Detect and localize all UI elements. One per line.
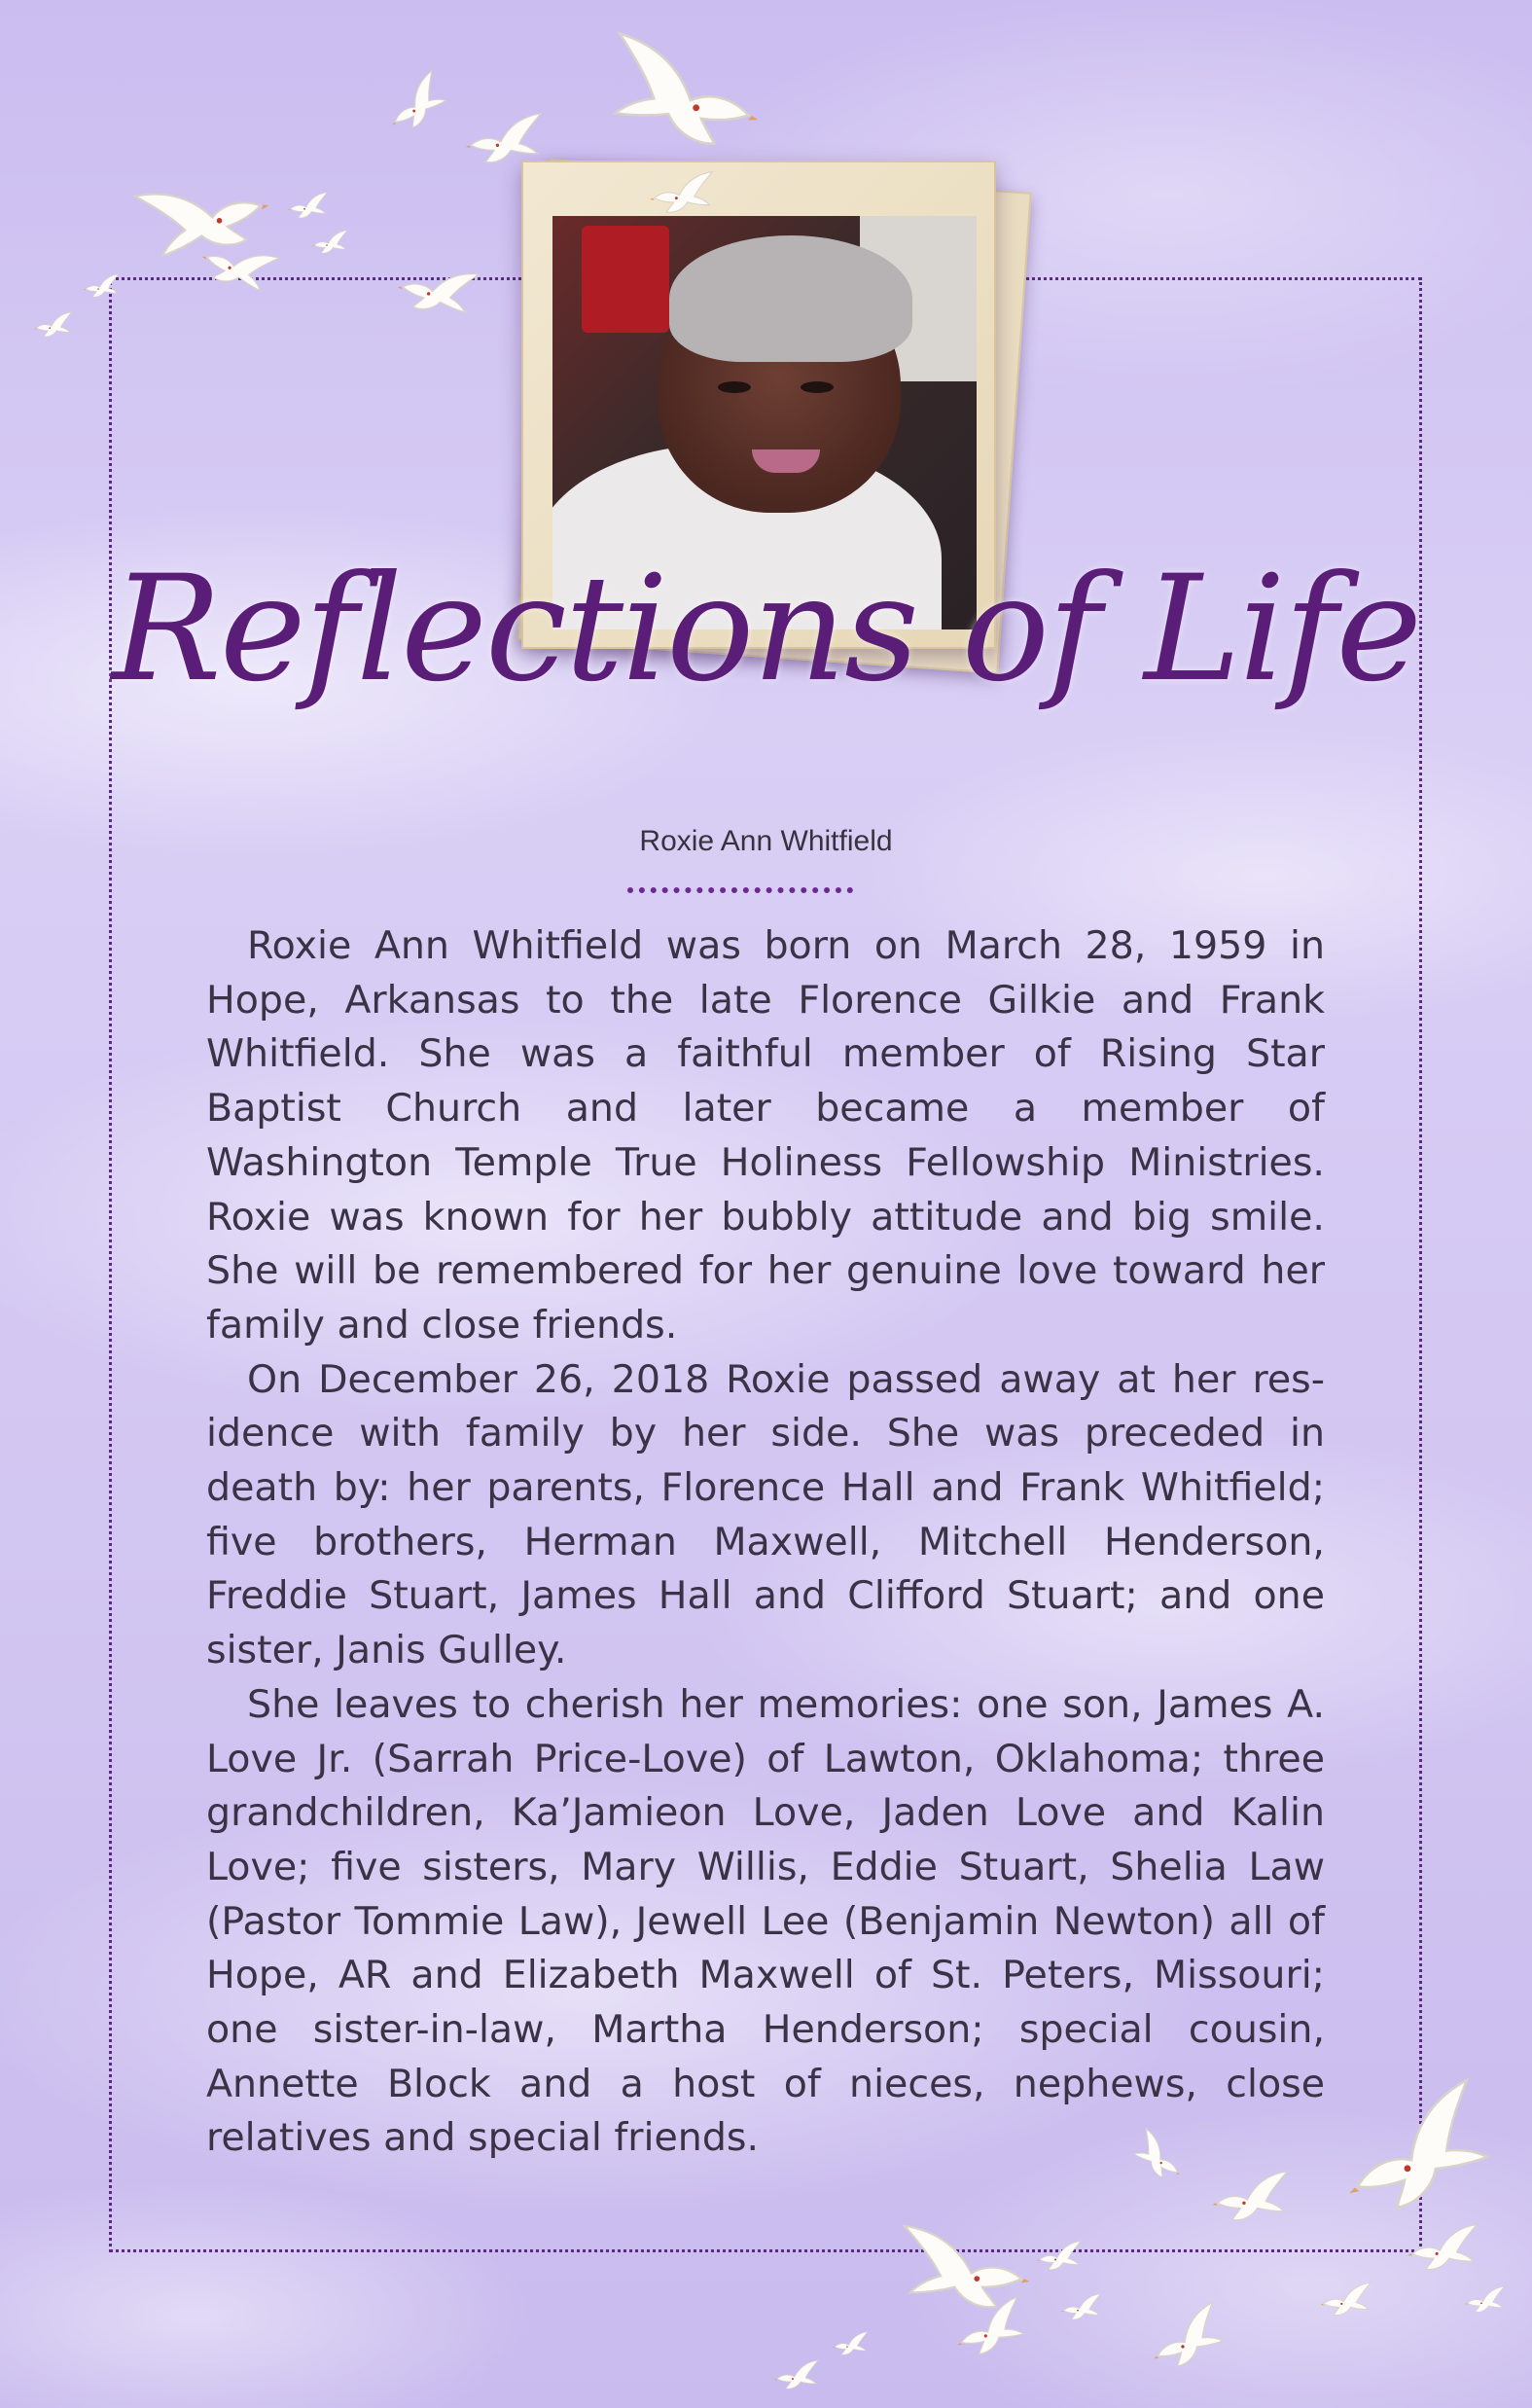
dove-icon	[590, 28, 770, 166]
obituary-paragraph-2: On December 26, 2018 Roxie passed away at her res-idence with family by her side. She was preceded in death by: her parents, Florence Hall and Frank Whitfield; five brothers, Herman Maxwell, Mitchell Henderson, Freddie Stuart, James Hall and Clifford Stuart; and one sister, Janis Gulley.	[206, 1356, 1325, 1673]
dove-icon	[1140, 2298, 1237, 2381]
dove-icon	[287, 190, 331, 224]
dove-icon	[1464, 2282, 1508, 2320]
dove-icon	[832, 2330, 871, 2359]
dove-icon	[1206, 2170, 1299, 2228]
page-title: Reflections of Life	[111, 545, 1421, 714]
dove-icon	[1060, 2291, 1104, 2325]
dove-icon	[1313, 2282, 1381, 2320]
obituary-paragraph-3: She leaves to cherish her memories: one son, James A. Love Jr. (Sarrah Price-Love) of Lawton, Oklahoma; three grandchildren, Ka’Jamieon Love, Jaden Love and Kalin Love; five sisters, Mary Willis, Eddie Stuart, Shelia Law (Pastor Tommie Law), Jewell Lee (Benjamin Newton) all of Hope, AR and Elizabeth Maxwell of St. Peters, Missouri; one sister-in-law, Martha Henderson; special cousin, Annette Block and a host of nieces, nephews, close relatives and special friends.	[206, 1681, 1325, 2161]
name-divider	[627, 887, 853, 893]
dove-icon	[1406, 2223, 1483, 2277]
dove-icon	[1036, 2238, 1085, 2277]
obituary-text	[206, 919, 1325, 2166]
dove-icon	[311, 229, 350, 258]
dove-icon	[647, 170, 720, 219]
dove-icon	[27, 311, 81, 341]
dove-icon	[462, 112, 550, 170]
deceased-name: Roxie Ann Whitfield	[639, 825, 893, 857]
dove-icon	[773, 2359, 822, 2393]
dove-icon	[83, 272, 122, 302]
obituary-paragraph-1: Roxie Ann Whitfield was born on March 28, 1959 in Hope, Arkansas to the late Florence Gilkie and Frank Whitfield. She was a faithful member of Rising Star Baptist Church and later became a member of Washington Temple True Holiness Fellowship Ministries. Roxie was known for her bubbly attitude and big smile. She will be remembered for her genuine love toward her family and close friends.	[206, 923, 1325, 1348]
dove-icon	[375, 64, 461, 145]
